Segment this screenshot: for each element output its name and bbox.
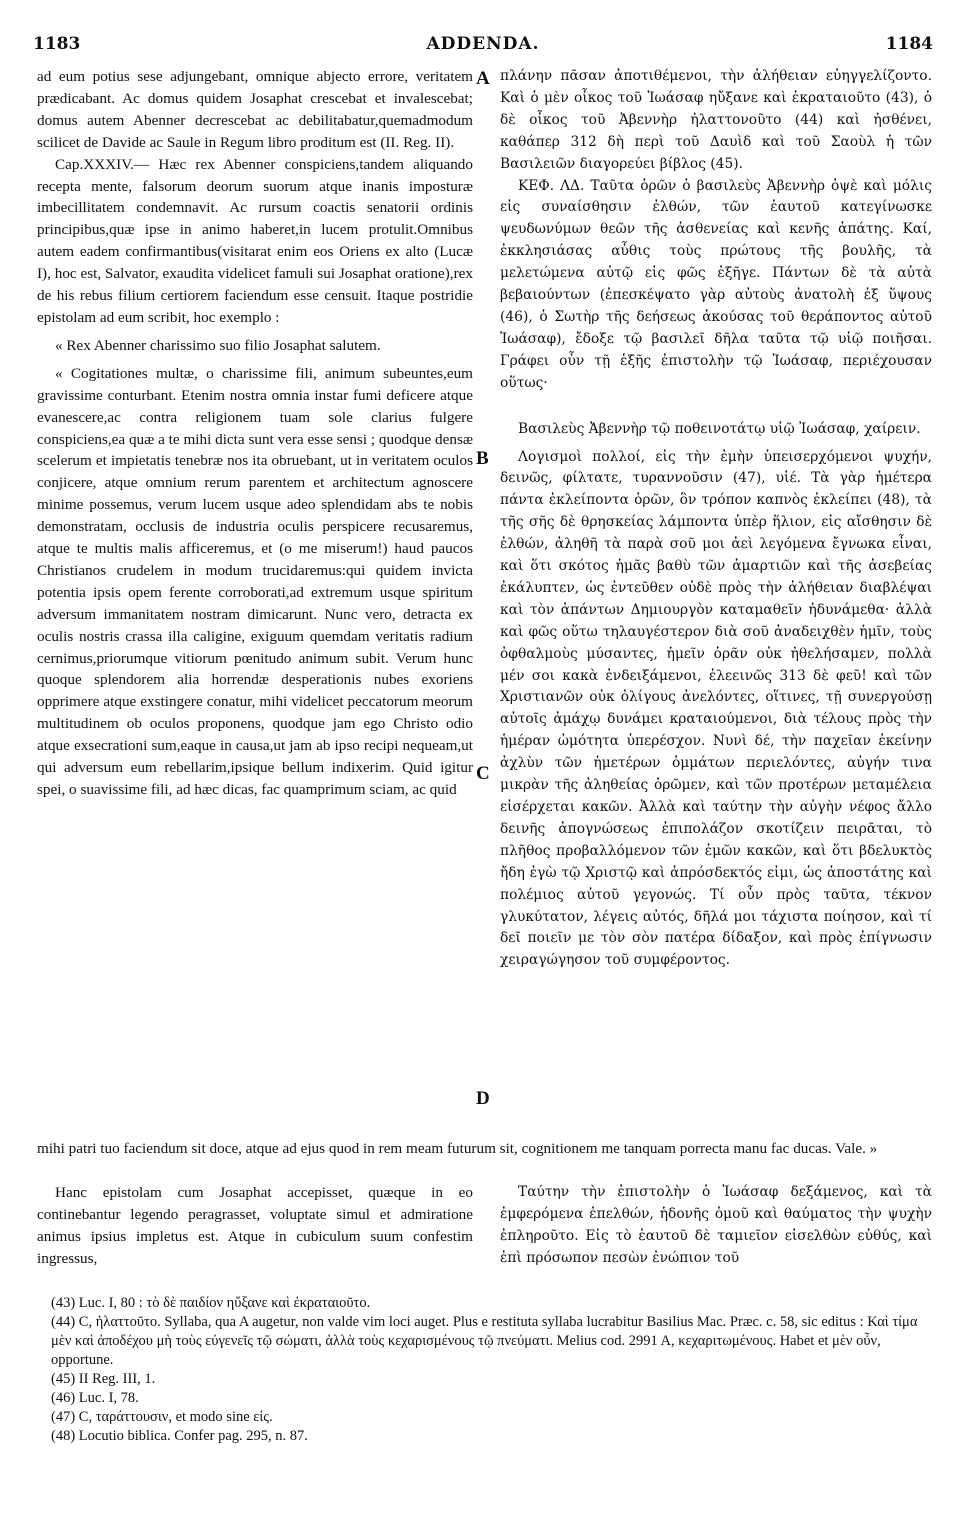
footnote-48: (48) Locutio biblica. Confer pag. 295, n. 87. xyxy=(51,1428,308,1444)
latin-letter-body: « Cogitationes multæ, o charissime fili, animum subeuntes,eum gravissime conturbant. Etenim nostra omnia instar fumi deficere atque evanescere,ac contra religionem tuam sole clarius fulgere conspiciens,ea quæ a te mihi dicta sunt vera esse sensi ; quodque densæ scelerum et impietatis tenebræ nos ita obruebant, ut in veritatem oculos conjicere, atque omnium rerum parentem et architectum agnoscere minime possemus, verum lucem usque adeo splendidam abs te nobis demonstratam, occlusis de industria oculis perspicere recusaremus, atque te multis malis afficeremus, et (o me miserum!) haud paucos Christianos crudelem in modum trucidaremus:qui quidem invicta potentia ipsis opem ferente corroborati,ad extremum usque spiritum adversum immanitatem nostram dimicarunt. Nunc vero, detracta ex oculis nostris crassa illa caligine, exiguum quemdam veritatis radium cernimus,priorumque vitiorum pœnitudo animum subit. Verum hunc quoque splendorem alia horrendæ desperationis nubes exoriens opprimere atque exstingere conatur, mihi videlicet peccatorum meorum multitudinem ob oculos proponens, quodque jam ego Christo odio atque exsecrationi sum,eaque in causa,ut jam ab ipso recipi nequeam,ut qui adversum eum rebellarim,ipsique bellum indixerim. Quid igitur spei, o suavissime fili, ad hæc dicas, fac quamprimum sciam, ac quid xyxy=(37,364,473,798)
latin-column-lower xyxy=(37,1182,473,1270)
greek-chapter-34: ΚΕΦ. ΛΔ. Ταῦτα ὁρῶν ὁ βασιλεὺς Ἀβεννὴρ ὀψὲ καὶ μόλις εἰς συναίσθησιν ἐλθών, τῶν ἑαυτοῦ κατεγίνωσκε ψευδωνύμων θεῶν τῆς ἀσθενείας καὶ κενῆς ἀπάτης. Καί, ἐκκλησιάσας αὖθις τοὺς πρώτους τῆς βουλῆς, τὰ μελετώμενα αὐτῷ εἰς φῶς ἐξῆγε. Πάντων δὲ τὰ αὐτὰ βεβαιούντων (ἐπεσκέψατο γὰρ αὐτοὺς ἀνατολὴ ἐξ ὕψους (46), ὁ Σωτὴρ τῆς δεήσεως ἀκούσας τοῦ θεράποντος αὐτοῦ Ἰωάσαφ), ἔδοξε τῷ βασιλεῖ δῆλα ταῦτα τῷ υἱῷ ποιῆσαι. Γράφει οὖν τῇ ἑξῆς ἐπιστολὴν τῷ Ἰωάσαφ, περιέχουσαν οὕτως· xyxy=(500,177,932,391)
greek-closing-paragraph: Ταύτην τὴν ἐπιστολὴν ὁ Ἰωάσαφ δεξάμενος, καὶ τὰ ἐμφερόμενα ἐπελθών, ἡδονῆς ὁμοῦ καὶ θαύματος τὴν ψυχὴν ἐπληροῦτο. Εἰς τὸ ἑαυτοῦ δὲ ταμιεῖον εἰσελθὼν εὐθύς, καὶ ἐπὶ πρόσωπον πεσὼν ἐνώπιον τοῦ xyxy=(500,1184,932,1266)
footnote-47: (47) C, ταράττουσιν, et modo sine εἰς. xyxy=(51,1409,273,1425)
footnotes xyxy=(37,1294,932,1446)
greek-salutation: Βασιλεὺς Ἀβεννὴρ τῷ ποθεινοτάτῳ υἱῷ Ἰωάσαφ, χαίρειν. xyxy=(518,420,921,437)
section-marker-b: B xyxy=(476,448,489,469)
right-page-number: 1184 xyxy=(885,34,933,54)
footnote-45: (45) II Reg. III, 1. xyxy=(51,1371,156,1387)
greek-letter-body: Λογισμοὶ πολλοί, εἰς τὴν ἐμὴν ὑπεισερχόμενοι ψυχήν, δεινῶς, φίλτατε, τυραννοῦσιν (47), υἱέ. Τὰ γὰρ ἡμέτερα πάντα ἐκλείποντα ὁρῶν, ὃν τρόπον καπνὸς ἐκλείπει (48), τὰ τῆς σῆς δὲ θρησκείας λάμποντα ὑπὲρ ἥλιον, εἰς αἴσθησιν δὲ ἐλθών, ἀληθῆ τὰ παρὰ σοῦ μοι ἀεὶ λεγόμενα ἔγνωκα εἶναι, καὶ ὅτι σκότος ἡμᾶς βαθὺ τῶν ἁμαρτιῶν καὶ τῆς ἀσεβείας ἐκάλυπτεν, ὡς ἐντεῦθεν οὐδὲ πρὸς τὴν ἀλήθειαν διαβλέψαι καὶ τὸν ἁπάντων Δημιουργὸν καταμαθεῖν ἠδυνάμεθα· ἀλλὰ καὶ φῶς οὕτω τηλαυγέστερον διὰ σοῦ ἀναδειχθὲν ἡμῖν, τοὺς ὀφθαλμοὺς μύσαντες, ἡμεῖν ὁρᾶν οὐκ ἠθελήσαμεν, πολλὰ μέν σοι κακὰ ἐνδειξάμενοι, ἐλεεινῶς 313 δὲ φεῦ! καὶ τῶν Χριστιανῶν οὐκ ὀλίγους ἀνελόντες, οἵτινες, τῇ συνεργούσῃ αὐτοῖς ἀμάχῳ δυνάμει κραταιούμενοι, διὰ τέλους πρὸς τὴν ἡμέραν ὠμότητα ὑπερέσχον. Νυνὶ δέ, τὴν παχεῖαν ἐκείνην ἀχλὺν τῶν ἡμετέρων ὀμμάτων περιελόντες, αὐγήν τινα μικρὰν τῆς ἀληθείας ὁρῶμεν, καὶ τῶν προτέρων μεταμέλεια εἰσέρχεται κακῶν. Ἀλλὰ καὶ ταύτην τὴν αὐγὴν νέφος ἄλλο δεινῆς ἀπογνώσεως ἐπιπολάζον σκοτίζειν πειρᾶται, τὸ πλῆθος προβαλλόμενον τῶν ἐμῶν κακῶν, καὶ ὅτι βδελυκτὸς ἤδη ἐγὼ τῷ Χριστῷ καὶ ἀπρόσδεκτός εἰμι, ὡς ἀποστάτης καὶ πολέμιος αὐτοῦ γεγονώς. Τί οὖν πρὸς ταῦτα, τέκνον γλυκύτατον, λέγεις αὐτός, δῆλά μοι τάχιστα ποίησον, καὶ τί δεῖ ποιεῖν με τὸν σὸν πατέρα δίδαξον, καὶ πρὸς ἐπίγνωσιν χειραγώγησον τοῦ συμφέροντος. xyxy=(500,448,932,969)
greek-column xyxy=(500,66,932,972)
full-width-line: mihi patri tuo faciendum sit doce, atque ad ejus quod in rem meam futurum sit, cognitionem me tanquam porrecta manu fac ducas. Vale. » xyxy=(37,1140,878,1157)
footnote-44: (44) C, ἠλαττοῦτο. Syllaba, qua A augetur, non valde vim loci auget. Plus e restituta syllaba lucrabitur Basilius Mac. Præc. c. 58, sic editus : Καὶ τίμα μὲν καὶ ἀποδέχου μὴ τοὺς εὐγενεῖς τῷ σώματι, ἀλλὰ τοὺς κεχαρισμένους τῷ πνεύματι. Melius cod. 2991 A, κεχαριτωμένους. Habet et μὲν οὖν, opportune. xyxy=(51,1314,918,1368)
greek-column-lower xyxy=(500,1182,932,1270)
footnote-43: (43) Luc. I, 80 : τὸ δὲ παιδίον ηὔξανε καὶ ἐκραταιοῦτο. xyxy=(51,1295,371,1311)
latin-chapter-34: Cap.XXXIV.— Hæc rex Abenner conspiciens,tandem aliquando recepta mente, falsorum deorum suorum atque inanis imposturæ imbecillitatem condemnavit. Ac rursum coactis senatorii ordinis principibus,quæ ipse in animo haberet,in lucem protulit.Omnibus autem eadem confirmantibus(visitarat enim eos Oriens ex alto (Lucæ I), hoc est, Salvator, exaudita videlicet famuli sui Josaphat oratione),rex de his rebus filium certiorem faciendum esse censuit. Itaque postridie epistolam ad eum scribit, hoc exemplo : xyxy=(37,155,473,326)
section-marker-d: D xyxy=(476,1088,490,1109)
section-marker-c: C xyxy=(476,763,490,784)
latin-closing-paragraph: Hanc epistolam cum Josaphat accepisset, quæque in eo continebantur legendo peragrasset, voluptate simul et admiratione animus ipsius impletus est. Atque in cubiculum suum confestim ingressus, xyxy=(37,1184,473,1267)
latin-salutation: « Rex Abenner charissimo suo filio Josaphat salutem. xyxy=(55,336,381,354)
latin-paragraph: ad eum potius sese adjungebant, omnique abjecto errore, veritatem prædicabant. Ac domus quidem Josaphat crescebat et invalescebat; domus autem Abenner decrescebat ac debilitabatur,quemadmodum scilicet de Davide ac Saule in Regum libro proditum est (II. Reg. II). xyxy=(37,68,473,151)
running-title: ADDENDA. xyxy=(426,34,540,54)
footnote-46: (46) Luc. I, 78. xyxy=(51,1390,139,1406)
latin-column xyxy=(37,66,473,801)
left-page-number: 1183 xyxy=(33,34,81,54)
greek-paragraph: πλάνην πᾶσαν ἀποτιθέμενοι, τὴν ἀλήθειαν εὐηγγελίζοντο. Καὶ ὁ μὲν οἶκος τοῦ Ἰωάσαφ ηὔξανε καὶ ἐκραταιοῦτο (43), ὁ δὲ οἶκος τοῦ Ἀβεννὴρ ἠλαττονοῦτο (44) καὶ ἠσθένει, καθάπερ 312 δὴ περὶ τοῦ Δαυὶδ καὶ τοῦ Σαοὺλ ἡ τῶν Βασιλειῶν διαγορεύει βίβλος (45). xyxy=(500,68,932,172)
section-marker-a: A xyxy=(476,68,490,89)
